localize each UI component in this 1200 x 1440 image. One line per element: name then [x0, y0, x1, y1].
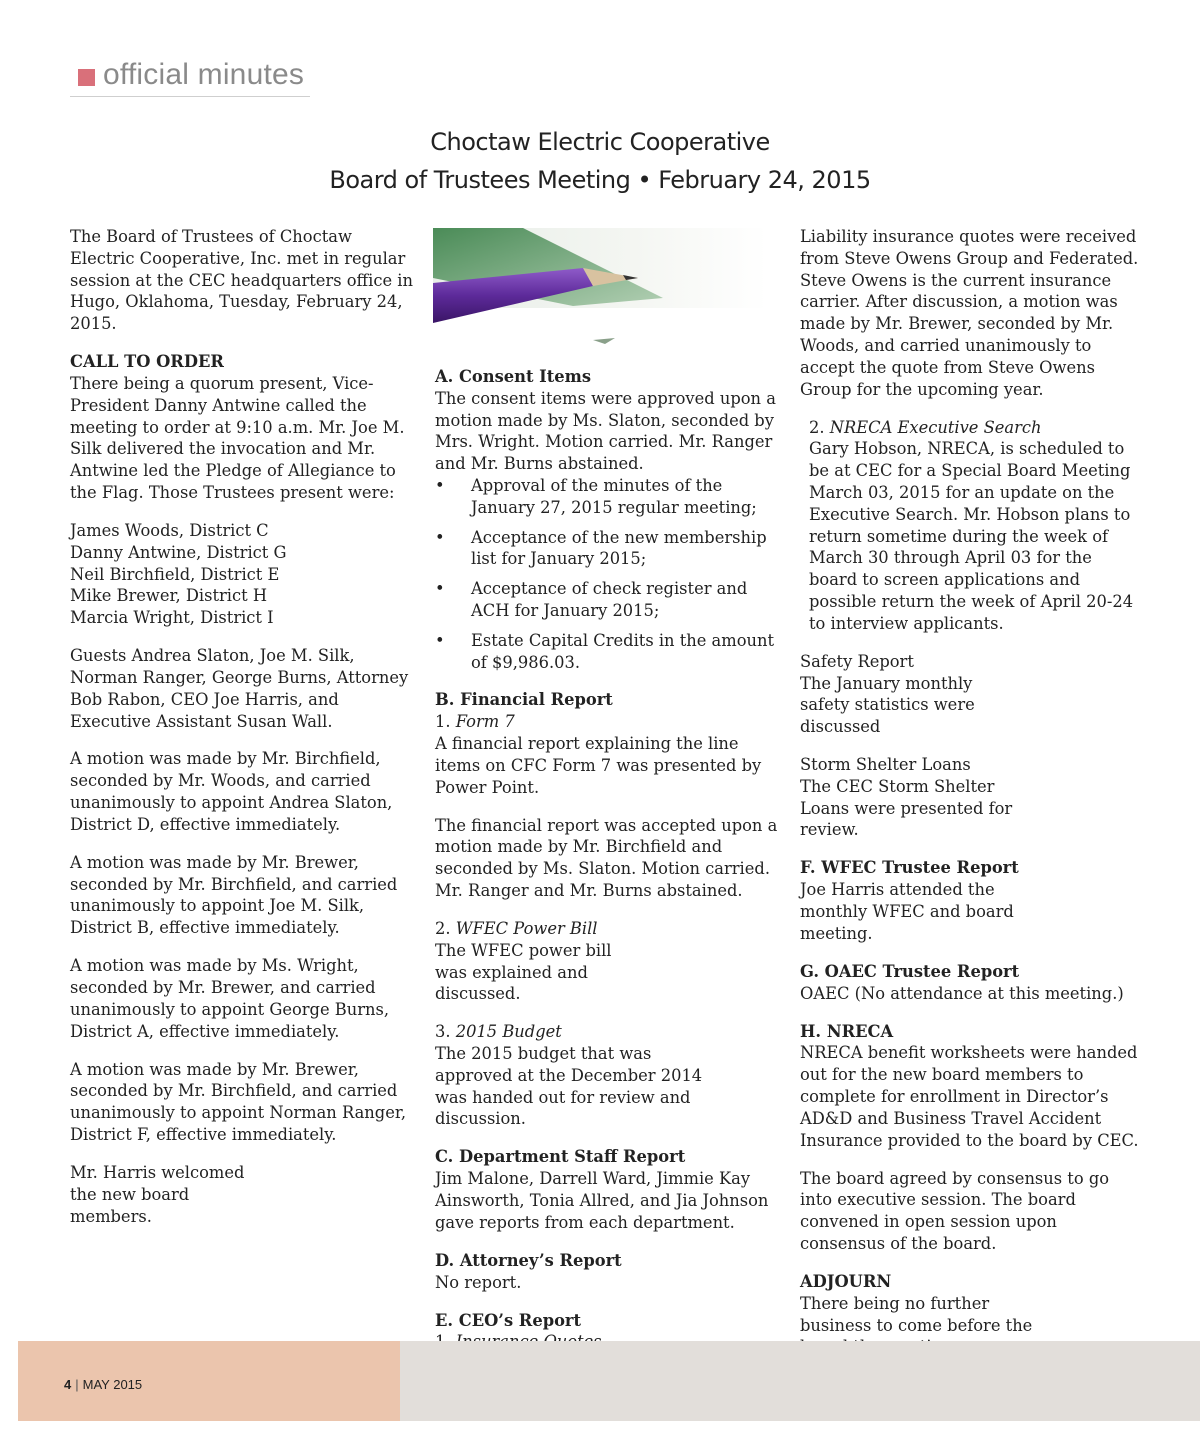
financial-section: [435, 689, 780, 798]
trustee-list: [70, 520, 415, 629]
folio-divider: |: [75, 1377, 79, 1392]
page-subtitle: Board of Trustees Meeting • February 24, 2015: [329, 166, 871, 194]
issue-date: MAY 2015: [82, 1377, 143, 1392]
sub-title: NRECA Executive Search: [829, 417, 1042, 437]
department-section: [435, 1146, 780, 1233]
sub-title: Form 7: [455, 712, 515, 732]
trustee-name: Danny Antwine, District G: [70, 542, 287, 562]
list-item: • Estate Capital Credits in the amount of $9,986.03.: [435, 630, 780, 674]
section-label: official minutes: [103, 58, 305, 91]
nreca-body: NRECA benefit worksheets were handed out for the new board members to complete for enrollment in Director’s AD&D and Business Travel Accident Insurance provided to the board by CEC.: [800, 1043, 1139, 1150]
motion-paragraph: A motion was made by Mr. Birchfield, seconded by Mr. Woods, and carried unanimously to appoint Andrea Slaton, District D, effective immediately.: [70, 749, 393, 834]
consent-items-list: [435, 475, 780, 673]
financial-subheading: [435, 711, 780, 733]
column-right: [800, 226, 1145, 1434]
sub-title: 2015 Budget: [455, 1022, 562, 1042]
footer-band-right: [400, 1341, 1200, 1421]
oaec-section: [800, 961, 1145, 1005]
nreca-heading: H. NRECA: [800, 1021, 894, 1041]
financial-subheading: [435, 1021, 780, 1043]
oaec-body: OAEC (No attendance at this meeting.): [800, 983, 1124, 1003]
financial-body-2: The financial report was accepted upon a motion made by Mr. Birchfield and seconded by Ms. Slaton. Motion carried. Mr. Ranger and Mr. Burns abstained.: [435, 815, 778, 900]
call-to-order-body: There being a quorum present, Vice-President Danny Antwine called the meeting to order at 9:10 a.m. Mr. Joe M. Silk delivered the invocation and Mr. Antwine led the Pledge of Allegiance to the Flag. Those Trustees present were:: [70, 373, 405, 502]
department-heading: C. Department Staff Report: [435, 1147, 686, 1167]
trustee-name: Mike Brewer, District H: [70, 586, 268, 606]
list-item: • Approval of the minutes of the January 27, 2015 regular meeting;: [435, 475, 780, 519]
list-item: • Acceptance of check register and ACH for January 2015;: [435, 578, 780, 622]
nreca-search-body: Gary Hobson, NRECA, is scheduled to be at CEC for a Special Board Meeting March 03, 2015 for an update on the Executive Search. Mr. Hobson plans to return sometime during the week of March 30 through April 03 for the board to screen applications and possible return the week of April 20-24 to interview applicants.: [809, 439, 1134, 633]
page-title: Choctaw Electric Cooperative: [430, 128, 770, 156]
financial-heading: B. Financial Report: [435, 690, 613, 710]
attorney-section: [435, 1250, 780, 1294]
executive-session-paragraph: The board agreed by consensus to go into executive session. The board convened in open session upon consensus of the board.: [800, 1168, 1110, 1253]
welcome-paragraph: Mr. Harris welcomed the new board members.: [70, 1162, 245, 1226]
motion-paragraph: A motion was made by Mr. Brewer, seconded by Mr. Birchfield, and carried unanimously to appoint Joe M. Silk, District B, effective immediately.: [70, 852, 398, 938]
column-middle: [435, 366, 780, 1369]
consent-body: The consent items were approved upon a motion made by Ms. Slaton, seconded by Mrs. Wright. Motion carried. Mr. Ranger and Mr. Burns abstained.: [435, 388, 776, 474]
guests-paragraph: Guests Andrea Slaton, Joe M. Silk, Norman Ranger, George Burns, Attorney Bob Rabon, CEO Joe Harris, and Executive Assistant Susan Wall.: [70, 646, 409, 731]
nreca-section: [800, 1021, 1145, 1152]
adjourn-heading: ADJOURN: [800, 1271, 892, 1291]
budget-section: [435, 1021, 780, 1130]
call-to-order-section: [70, 351, 415, 504]
financial-subheading: [435, 918, 780, 940]
sub-number: 1.: [435, 712, 451, 732]
sub-title: WFEC Power Bill: [455, 918, 598, 938]
storm-section: [800, 754, 1145, 841]
consent-section: [435, 366, 780, 475]
safety-body: The January monthly safety statistics were discussed: [800, 673, 975, 737]
wfec-section: [800, 857, 1145, 944]
safety-heading: Safety Report: [800, 651, 914, 671]
pencil-photo: [433, 228, 767, 348]
header-rule: [70, 96, 310, 97]
insurance-body: Liability insurance quotes were received from Steve Owens Group and Federated. Steve Owens is the current insurance carrier. After discussion, a motion was made by Mr. Brewer, seconded by Mr. Woods, and carried unanimously to accept the quote from Steve Owens Group for the upcoming year.: [800, 227, 1139, 399]
column-left: [70, 226, 415, 1244]
consent-heading: A. Consent Items: [435, 367, 592, 386]
motion-paragraph: A motion was made by Ms. Wright, seconded by Mr. Brewer, and carried unanimously to appoint George Burns, District A, effective immediately.: [70, 956, 390, 1041]
trustee-name: Neil Birchfield, District E: [70, 564, 280, 584]
safety-section: [800, 651, 1145, 738]
oaec-heading: G. OAEC Trustee Report: [800, 961, 1020, 981]
trustee-name: Marcia Wright, District I: [70, 608, 274, 628]
wfec-power-bill-body: The WFEC power bill was explained and discussed.: [435, 940, 612, 1004]
department-body: Jim Malone, Darrell Ward, Jimmie Kay Ainsworth, Tonia Allred, and Jia Johnson gave reports from each department.: [435, 1169, 769, 1232]
nreca-subheading: [809, 417, 1145, 439]
pencil-illustration: [433, 228, 767, 348]
wfec-heading: F. WFEC Trustee Report: [800, 858, 1019, 878]
trustee-name: James Woods, District C: [70, 520, 269, 540]
section-header: [78, 58, 304, 92]
list-item: • Acceptance of the new membership list for January 2015;: [435, 527, 780, 571]
sub-number: 2.: [809, 417, 825, 437]
intro-paragraph: The Board of Trustees of Choctaw Electric Cooperative, Inc. met in regular session at the CEC headquarters office in Hugo, Oklahoma, Tuesday, February 24, 2015.: [70, 227, 413, 334]
section-marker-square: [78, 69, 95, 86]
storm-body: The CEC Storm Shelter Loans were presented for review.: [800, 776, 1013, 840]
storm-heading: Storm Shelter Loans: [800, 755, 971, 775]
wfec-power-bill-section: [435, 918, 780, 1005]
ceo-heading: E. CEO’s Report: [435, 1310, 582, 1330]
motion-paragraph: A motion was made by Mr. Brewer, seconded by Mr. Birchfield, and carried unanimously to appoint Norman Ranger, District F, effective immediately.: [70, 1059, 407, 1144]
attorney-heading: D. Attorney’s Report: [435, 1250, 622, 1270]
adjourn-body: There being no further business to come before the: [800, 1293, 1033, 1335]
page-folio: [64, 1377, 142, 1392]
budget-body: The 2015 budget that was approved at the December 2014 was handed out for review and discussion.: [435, 1044, 703, 1129]
wfec-body: Joe Harris attended the monthly WFEC and board meeting.: [800, 880, 1014, 943]
sub-number: 3.: [435, 1022, 451, 1042]
call-to-order-heading: CALL TO ORDER: [70, 352, 224, 372]
financial-body: A financial report explaining the line items on CFC Form 7 was presented by Power Point.: [435, 733, 762, 797]
attorney-body: No report.: [435, 1272, 522, 1292]
page-number: 4: [64, 1377, 72, 1392]
nreca-search-section: [800, 417, 1145, 635]
sub-number: 2.: [435, 918, 451, 938]
